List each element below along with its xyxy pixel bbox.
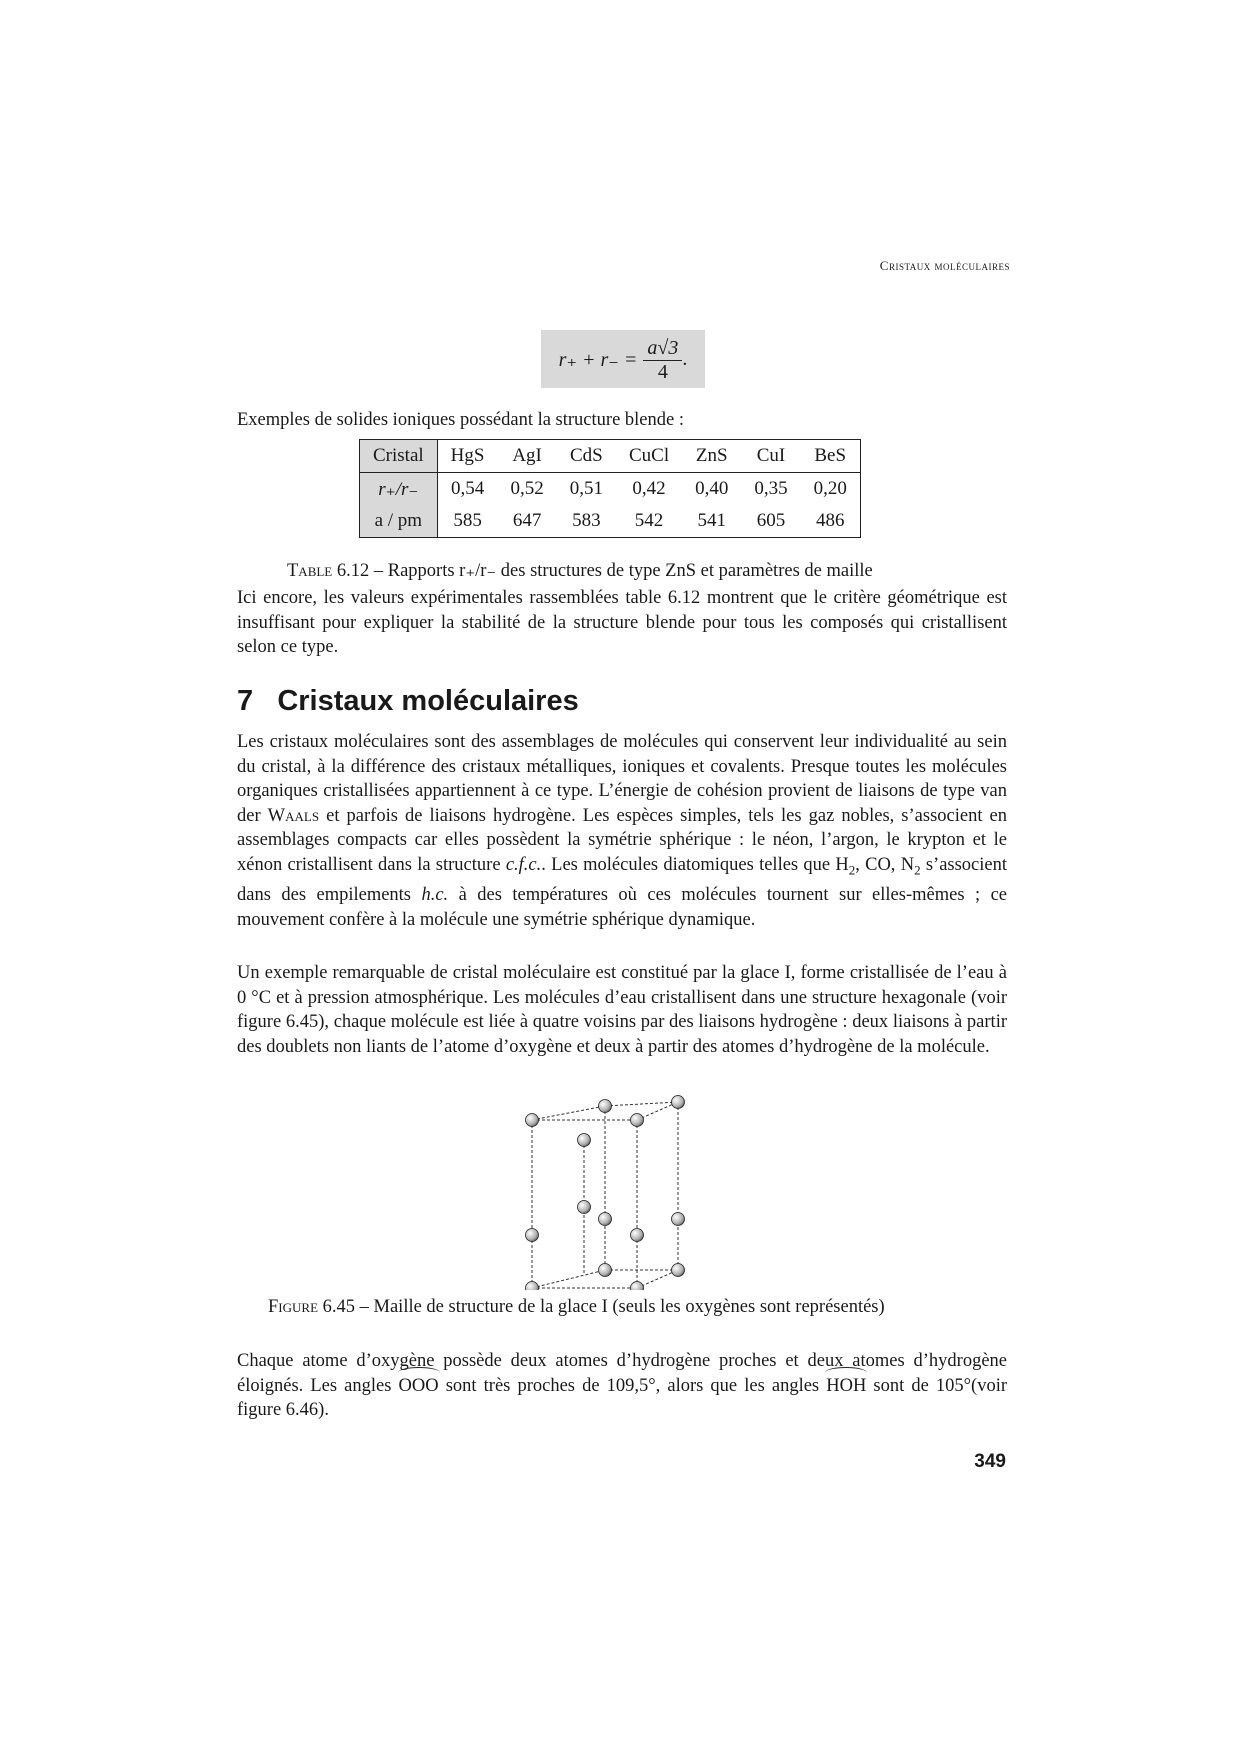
table-row [360, 440, 861, 473]
table-header-cell: CdS [557, 440, 616, 473]
table-cell: 583 [572, 510, 601, 531]
table-header-cell: ZnS [682, 440, 741, 473]
table-header-cell: CuCl [616, 440, 682, 473]
formula-lhs: r₊ + r₋ = [558, 348, 638, 371]
table-cell: 541 [697, 510, 726, 531]
ice-crystal-figure [520, 1090, 720, 1290]
formula [541, 330, 705, 388]
table-header-cell: Cristal [360, 440, 438, 473]
table-header-cell: AgI [497, 440, 556, 473]
table-caption: Table 6.12 – Rapports r₊/r₋ des structures de type ZnS et paramètres de maille [287, 561, 873, 581]
table-header-cell: CuI [741, 440, 800, 473]
formula-numerator: a√3 [643, 336, 682, 361]
table-row-label: a / pm [360, 505, 438, 538]
paragraph: Les cristaux moléculaires sont des assemblages de molécules qui conservent leur individualité au sein du cristal, à la différence des cristaux métalliques, ioniques et covalents. Presque toutes les molécules organiques cristallisées appartiennent à ce type. L’énergie de cohésion provient de liaisons de type van der Waals et parfois de liaisons hydrogène. Les espèces simples, tels les gaz nobles, s’associent en assemblages compacts car elles possèdent la symétrie sphérique : le néon, l’argon, le krypton et le xénon cristallisent dans la structure c.f.c.. Les molécules diatomiques telles que $H_2$, CO, $N_2$ s’associent dans des empilements h.c. à des températures où ces molécules tournent sur elles-mêmes ; ce mouvement confère à la molécule une symétrie sphérique dynamique. [237, 732, 1008, 930]
ionic-solids-table [359, 439, 861, 538]
paragraph: Ici encore, les valeurs expérimentales rassemblées table 6.12 montrent que le critère géométrique est insuffisant pour expliquer la stabilité de la structure blende pour tous les composés qui cristallisent selon ce type. [237, 588, 1007, 658]
formula-denominator: 4 [657, 360, 668, 383]
intro-text: Exemples de solides ioniques possédant la structure blende : [237, 410, 684, 430]
paragraph: Un exemple remarquable de cristal moléculaire est constitué par la glace I, forme cristallisée de l’eau à 0 °C et à pression atmosphérique. Les molécules d’eau cristallisent dans une structure hexagonale (voir figure 6.45), chaque molécule est liée à quatre voisins par des liaisons hydrogène : deux liaisons à partir des doublets non liants de l’atome d’oxygène et deux à partir des atomes d’hydrogène de la molécule. [237, 963, 1007, 1057]
table-cell: 0,42 [632, 478, 666, 499]
table-cell: 0,54 [450, 478, 485, 499]
cell-edges [532, 1102, 678, 1288]
running-head: Cristaux moléculaires [879, 258, 1010, 273]
table-header-cell: HgS [437, 440, 497, 473]
paragraph: Chaque atome d’oxygène possède deux atomes d’hydrogène proches et deux atomes d’hydrogène éloignés. Les angles OOO sont très proches de 109,5°, alors que les angles HOH sont de 105°(voir figure 6.46). [237, 1351, 1007, 1421]
formula-fraction [643, 336, 682, 383]
table-cell: 0,20 [813, 478, 847, 499]
table-cell: 605 [756, 510, 786, 531]
table-row [360, 505, 861, 538]
page-number: 349 [974, 1451, 1006, 1472]
table-cell: 486 [815, 510, 845, 531]
table-cell: 0,35 [754, 478, 788, 499]
table-cell: 0,52 [510, 478, 544, 499]
table-header-cell: BeS [801, 440, 861, 473]
section-heading: 7 Cristaux moléculaires [237, 685, 579, 717]
table-cell: 0,40 [695, 478, 729, 499]
figure-caption: Figure 6.45 – Maille de structure de la glace I (seuls les oxygènes sont représentés) [268, 1297, 885, 1317]
table-cell: 647 [512, 510, 542, 531]
table-cell: 542 [634, 510, 664, 531]
formula-end: . [682, 347, 688, 370]
table-cell: 585 [453, 510, 482, 531]
table-row [360, 473, 861, 506]
table-row-label: r₊/r₋ [360, 473, 438, 506]
table-cell: 0,51 [569, 478, 603, 499]
